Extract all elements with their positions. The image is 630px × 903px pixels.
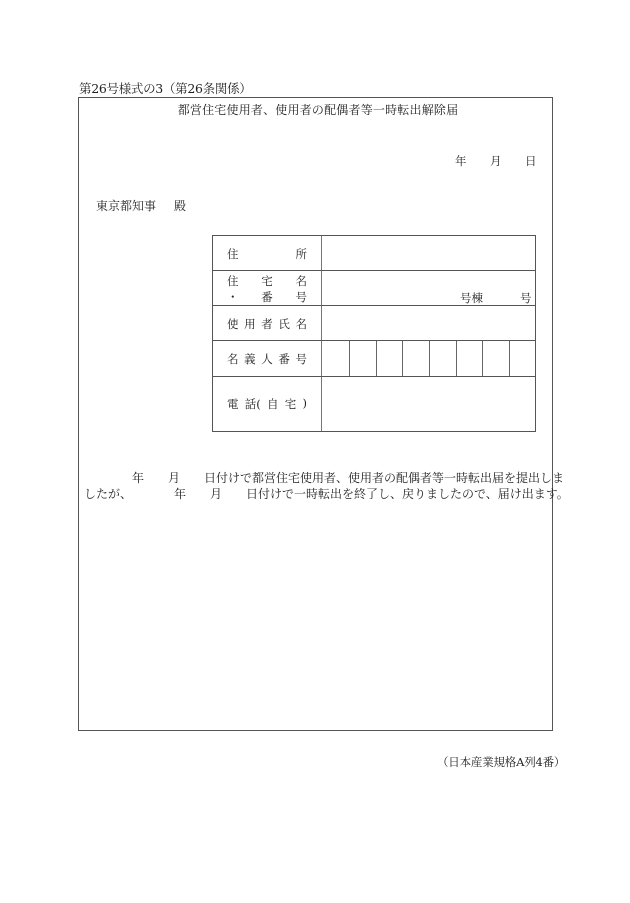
nominee-digit-3[interactable] xyxy=(376,341,402,376)
label-user-name: 使 用 者 氏 名 xyxy=(213,306,322,340)
statement-line-2: したが、 年 月 日付けで一時転出を終了し、戻りましたので、届け出ます。 xyxy=(84,487,569,501)
address-field[interactable] xyxy=(322,236,535,270)
addressee xyxy=(96,197,186,214)
room-number-suffix: 号 xyxy=(520,291,532,305)
nominee-number-field xyxy=(322,341,535,376)
label-nominee-number: 名 義 人 番 号 xyxy=(213,341,322,376)
row-nominee-number xyxy=(213,341,535,377)
document-title: 都営住宅使用者、使用者の配偶者等一時転出解除届 xyxy=(177,103,459,117)
date-month-label: 月 xyxy=(490,154,502,168)
nominee-digit-5[interactable] xyxy=(429,341,456,376)
form-number: 第26号様式の3（第26条関係） xyxy=(79,81,252,96)
statement-line-1: 年 月 日付けで都営住宅使用者、使用者の配偶者等一時転出届を提出しま xyxy=(84,471,565,485)
declaration-statement xyxy=(84,470,569,502)
row-address xyxy=(213,236,535,271)
date-day-label: 日 xyxy=(525,154,537,168)
label-address: 住 所 xyxy=(213,236,322,270)
nominee-digit-4[interactable] xyxy=(402,341,429,376)
row-user-name xyxy=(213,306,535,341)
user-name-field[interactable] xyxy=(322,306,535,340)
nominee-digit-8[interactable] xyxy=(509,341,535,376)
row-home-phone xyxy=(213,377,535,431)
paper-size-note: （日本産業規格A列4番） xyxy=(437,755,566,769)
nominee-digit-1[interactable] xyxy=(322,341,349,376)
nominee-digit-6[interactable] xyxy=(456,341,482,376)
addressee-honorific: 殿 xyxy=(174,199,187,213)
label-home-phone: 電 話( 自 宅 ) xyxy=(213,377,322,431)
housing-name-field[interactable] xyxy=(322,271,535,305)
nominee-digit-2[interactable] xyxy=(349,341,376,376)
date-year-label: 年 xyxy=(455,154,467,168)
building-number-suffix: 号棟 xyxy=(460,291,483,305)
applicant-info-table xyxy=(212,235,536,432)
addressee-name: 東京都知事 xyxy=(96,199,157,213)
row-housing-name-number xyxy=(213,271,535,306)
home-phone-field[interactable] xyxy=(322,377,535,431)
label-housing-name-number: 住 宅 名 ・ 番 号 xyxy=(213,271,322,305)
nominee-digit-7[interactable] xyxy=(482,341,509,376)
